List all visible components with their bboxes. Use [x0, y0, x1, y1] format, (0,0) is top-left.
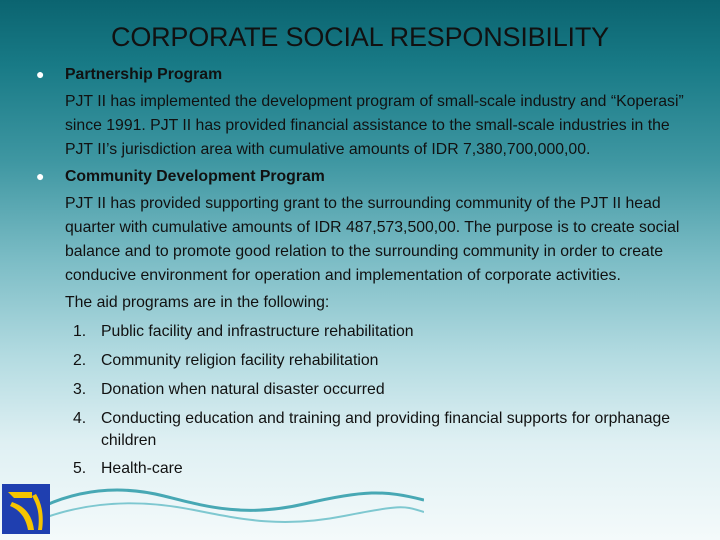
list-item-text: Public facility and infrastructure rehabilitation — [101, 323, 414, 340]
bullet-icon: ● — [36, 66, 45, 82]
list-number: 2. — [73, 352, 87, 369]
bullet-icon: ● — [36, 168, 45, 184]
slide-title: CORPORATE SOCIAL RESPONSIBILITY — [111, 22, 609, 52]
list-item — [65, 378, 696, 402]
bullet-community-development — [36, 164, 696, 189]
list-item-text: Conducting education and training and providing financial supports for orphanage children — [101, 410, 671, 449]
wave-decoration — [44, 478, 424, 538]
partnership-paragraph: PJT II has implemented the development program of small-scale industry and “Koperasi” since 1991. PJT II has provided financial assistance to the small-scale industries in the PJT II’s jurisdiction area with cumulative amounts of IDR 7,380,700,000,00. — [65, 93, 684, 158]
community-paragraph: PJT II has provided supporting grant to the surrounding community of the PJT II head quarter with cumulative amounts of IDR 487,573,500,00. The purpose is to create social balance and to promote good relation to the surrounding community in order to create conducive environment for operation and implementation of corporate activities. — [65, 195, 680, 284]
list-item — [65, 407, 696, 452]
section-heading-partnership: Partnership Program — [65, 66, 223, 83]
section-heading-community: Community Development Program — [65, 168, 325, 185]
list-item-text: Community religion facility rehabilitation — [101, 352, 379, 369]
list-number: 5. — [73, 460, 87, 477]
list-item-text: Donation when natural disaster occurred — [101, 381, 385, 398]
list-number: 4. — [73, 410, 87, 427]
list-number: 3. — [73, 381, 87, 398]
list-item — [65, 349, 696, 373]
list-item-text: Health-care — [101, 460, 183, 477]
list-number: 1. — [73, 323, 87, 340]
company-logo — [2, 484, 50, 534]
slide-content — [36, 62, 696, 481]
bullet-partnership-program — [36, 62, 696, 87]
aid-program-list — [65, 320, 696, 481]
aid-programs-intro: The aid programs are in the following: — [65, 294, 330, 311]
list-item — [65, 320, 696, 344]
